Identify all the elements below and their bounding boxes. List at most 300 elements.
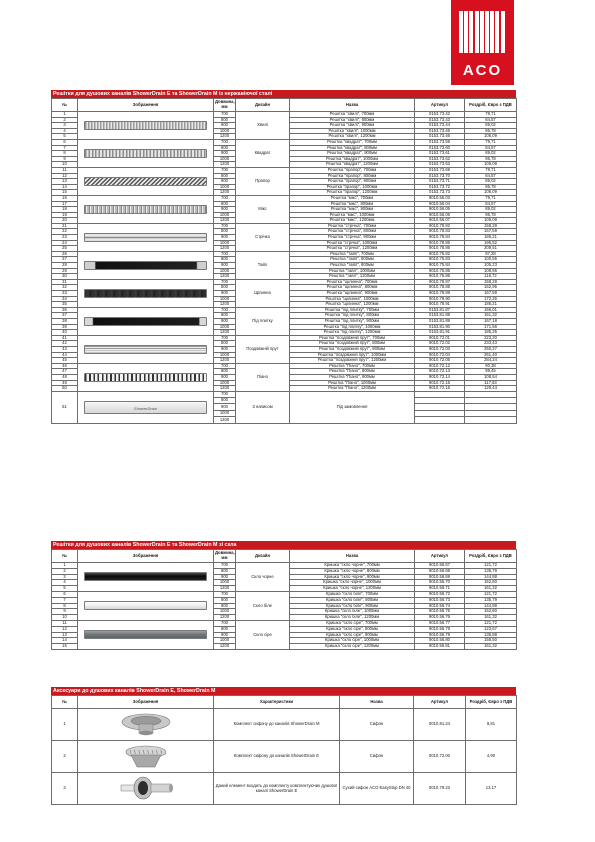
price-cell: 158,28 xyxy=(465,279,517,285)
row-number: 38 xyxy=(52,318,78,324)
name-cell: Решітка "поздовжній прут", 800мм xyxy=(290,341,415,347)
length-cell: 800 xyxy=(214,398,236,404)
length-cell: 900 xyxy=(214,207,236,213)
length-cell: 800 xyxy=(214,341,236,347)
price-cell: 95,78 xyxy=(465,128,517,134)
row-number: 16 xyxy=(52,195,78,201)
article-cell: 9010.72.04 xyxy=(415,352,465,358)
design-cell: Скло сіре xyxy=(236,620,290,649)
length-cell: 700 xyxy=(214,307,236,313)
name-cell: Решітка "поздовжній прут", 1200мм xyxy=(290,358,415,364)
row-number: 7 xyxy=(52,145,78,151)
logo-bar xyxy=(495,11,499,53)
name-cell: Решітка "мікс", 800мм xyxy=(290,201,415,207)
length-cell: 800 xyxy=(214,117,236,123)
accessories-table xyxy=(51,695,517,805)
price-cell: 121,72 xyxy=(465,563,517,569)
length-cell: 900 xyxy=(214,346,236,352)
design-cell: Прапор xyxy=(236,167,290,195)
row-number: 30 xyxy=(52,274,78,280)
length-cell: 700 xyxy=(214,279,236,285)
table-row xyxy=(52,167,517,173)
article-cell: 0153.73.43 xyxy=(415,117,465,123)
price-cell: 108,54 xyxy=(465,374,517,380)
price-cell: 79,71 xyxy=(465,139,517,145)
price-cell: 84,57 xyxy=(465,173,517,179)
article-cell: 9010.56.69 xyxy=(415,574,465,580)
price-cell: 161,32 xyxy=(465,586,517,592)
price-cell: 209,51 xyxy=(465,246,517,252)
article-cell: 9010.78.89 xyxy=(415,291,465,297)
length-cell: 700 xyxy=(214,223,236,229)
article-cell: 9010.78.90 xyxy=(415,296,465,302)
length-cell: 800 xyxy=(214,597,236,603)
length-cell: 1200 xyxy=(214,246,236,252)
row-number: 8 xyxy=(52,151,78,157)
length-cell: 1000 xyxy=(214,324,236,330)
price-cell: 9,81 xyxy=(466,709,517,741)
grate-piano-icon xyxy=(84,373,208,382)
row-number: 24 xyxy=(52,240,78,246)
accessories-section xyxy=(51,687,516,805)
name-cell: Решітка "квадрат", 1200мм xyxy=(290,162,415,168)
row-number: 29 xyxy=(52,268,78,274)
row-number: 44 xyxy=(52,352,78,358)
price-cell: 129,44 xyxy=(465,386,517,392)
price-cell: 152,60 xyxy=(465,580,517,586)
article-cell: 0153.73.61 xyxy=(415,151,465,157)
name-cell: Решітка "Піано", 800мм xyxy=(290,369,415,375)
article-cell: 9010.56.72 xyxy=(415,591,465,597)
price-cell: 152,60 xyxy=(465,609,517,615)
table-row xyxy=(52,709,517,741)
column-header: Дизайн xyxy=(236,550,290,563)
article-cell: 9010.72.15 xyxy=(415,380,465,386)
logo-bar xyxy=(480,11,484,53)
row-number: 11 xyxy=(52,167,78,173)
logo-bar xyxy=(469,11,473,53)
column-header: № xyxy=(52,550,78,563)
product-image-cell xyxy=(78,139,214,167)
name-cell: Решітка "мікс", 1200мм xyxy=(290,218,415,224)
length-cell: 900 xyxy=(214,291,236,297)
length-cell: 800 xyxy=(214,145,236,151)
logo-bar xyxy=(490,11,494,53)
design-cell: Хвилі xyxy=(236,112,290,140)
grate-wave-icon xyxy=(84,121,208,130)
table-row xyxy=(52,591,517,597)
row-number: 36 xyxy=(52,307,78,313)
price-cell: 106,09 xyxy=(465,162,517,168)
name-cell: Решітка "хвилі", 800мм xyxy=(290,117,415,123)
row-number: 13 xyxy=(52,179,78,185)
length-cell: 1000 xyxy=(214,638,236,644)
name-cell: Решітка "під плитку", 1200мм xyxy=(290,330,415,336)
spec-cell: Даний елемент входить до комплекту комплектуючих душової каналі ShowerDrain E xyxy=(214,773,340,805)
article-cell: 9010.56.78 xyxy=(415,626,465,632)
row-number: 43 xyxy=(52,346,78,352)
article-cell: 9010.78.85 xyxy=(415,240,465,246)
article-cell: 0153.73.72 xyxy=(415,184,465,190)
grate-logo-icon: ShowerDrain xyxy=(84,401,208,414)
length-cell: 1000 xyxy=(214,296,236,302)
name-cell: Решітка "стрічка", 900мм xyxy=(290,235,415,241)
table-row xyxy=(52,335,517,341)
article-cell: 0153.73.73 xyxy=(415,190,465,196)
name-cell: Решітка "щілинна", 900мм xyxy=(290,291,415,297)
article-cell: 9010.78.91 xyxy=(415,302,465,308)
article-cell: 9010.56.76 xyxy=(415,615,465,621)
article-cell: 0153.81.91 xyxy=(415,330,465,336)
grate-lines-icon xyxy=(84,345,208,354)
name-cell: Решітка "тайл", 1200мм xyxy=(290,274,415,280)
name-cell: Кришка "скло сіре", 1200мм xyxy=(290,644,415,650)
row-number: 27 xyxy=(52,257,78,263)
article-cell: 0010.81.24 xyxy=(414,709,466,741)
name-cell: Решітка "тайл", 700мм xyxy=(290,251,415,257)
row-number: 4 xyxy=(52,128,78,134)
product-image-cell xyxy=(78,773,214,805)
product-image-cell xyxy=(78,620,214,649)
price-cell: 135,79 xyxy=(465,568,517,574)
price-cell: 84,57 xyxy=(465,145,517,151)
article-cell: 9010.56.73 xyxy=(415,597,465,603)
steel-grates-title: Решітки для душових каналів ShowerDrain E та ShowerDrain M із нержавіючої сталі xyxy=(51,90,516,98)
name-cell: Решітка "поздовжній прут", 900мм xyxy=(290,346,415,352)
price-cell: 161,32 xyxy=(465,313,517,319)
row-number: 10 xyxy=(52,615,78,621)
drain-body-icon xyxy=(113,710,179,738)
row-number: 31 xyxy=(52,279,78,285)
grate-glass-white-icon xyxy=(84,601,208,610)
row-number: 9 xyxy=(52,156,78,162)
length-cell: 800 xyxy=(214,313,236,319)
name-cell: Кришка "скло чорне", 800мм xyxy=(290,568,415,574)
product-image-cell xyxy=(78,741,214,773)
logo-bar xyxy=(464,11,468,53)
article-cell: 9010.56.04 xyxy=(415,201,465,207)
product-image-cell xyxy=(78,251,214,279)
length-cell: 900 xyxy=(214,632,236,638)
row-number: 47 xyxy=(52,369,78,375)
name-cell: Решітка "стрічка", 800мм xyxy=(290,229,415,235)
name-cell: Решітка "під плитку", 900мм xyxy=(290,318,415,324)
length-cell: 1000 xyxy=(214,156,236,162)
price-cell: 90,38 xyxy=(465,363,517,369)
row-number: 25 xyxy=(52,246,78,252)
article-cell: 9010.56.68 xyxy=(415,568,465,574)
article-cell: 9010.78.82 xyxy=(415,223,465,229)
name-cell: Решітка "щілинна", 800мм xyxy=(290,285,415,291)
name-cell: Решітка "прапор", 900мм xyxy=(290,179,415,185)
price-cell: 118,72 xyxy=(465,274,517,280)
row-number: 6 xyxy=(52,591,78,597)
length-cell: 1000 xyxy=(214,352,236,358)
article-cell: 0153.73.42 xyxy=(415,112,465,118)
row-number: 22 xyxy=(52,229,78,235)
price-cell: 89,02 xyxy=(465,151,517,157)
column-header: № xyxy=(52,696,78,709)
price-cell: 95,78 xyxy=(465,156,517,162)
table-row xyxy=(52,223,517,229)
aco-logo xyxy=(451,0,514,85)
grate-stone-icon xyxy=(84,289,208,298)
row-number: 10 xyxy=(52,162,78,168)
name-cell: Решітка "стрічка", 1000мм xyxy=(290,240,415,246)
length-cell: 1000 xyxy=(214,268,236,274)
row-number: 4 xyxy=(52,580,78,586)
article-cell: 9010.56.05 xyxy=(415,207,465,213)
design-cell: Квадрат xyxy=(236,139,290,167)
price-cell: 167,18 xyxy=(465,318,517,324)
length-cell: 1000 xyxy=(214,212,236,218)
name-cell: Кришка "скло сіре", 700мм xyxy=(290,620,415,626)
product-image-cell xyxy=(78,195,214,223)
length-cell: 900 xyxy=(214,374,236,380)
article-cell: 9010.56.77 xyxy=(415,620,465,626)
name-cell: Кришка "скло сіре", 800мм xyxy=(290,626,415,632)
length-cell: 1000 xyxy=(214,580,236,586)
price-cell: 84,57 xyxy=(465,201,517,207)
price-cell: 95,78 xyxy=(465,184,517,190)
article-cell: 9010.56.74 xyxy=(415,603,465,609)
row-number: 12 xyxy=(52,173,78,179)
row-number: 13 xyxy=(52,632,78,638)
length-cell: 1200 xyxy=(214,302,236,308)
length-cell: 700 xyxy=(214,563,236,569)
length-cell: 1200 xyxy=(214,134,236,140)
price-cell: 99,45 xyxy=(465,369,517,375)
product-image-cell xyxy=(78,307,214,335)
length-cell: 800 xyxy=(214,173,236,179)
article-cell: 9010.78.86 xyxy=(415,246,465,252)
price-cell: 144,88 xyxy=(465,574,517,580)
column-header: Артикул xyxy=(415,99,465,112)
column-header: Назва xyxy=(290,99,415,112)
column-header: Назва xyxy=(340,696,414,709)
article-cell: 9010.56.70 xyxy=(415,580,465,586)
spec-cell: Комплект сифону до каналів ShowerDrain M xyxy=(214,709,340,741)
column-header: Довжина, мм xyxy=(214,99,236,112)
name-cell: Кришка "скло біле", 800мм xyxy=(290,597,415,603)
column-header: Зображення xyxy=(78,550,214,563)
table-row xyxy=(52,563,517,569)
price-cell: 223,20 xyxy=(465,335,517,341)
price-cell: 261,40 xyxy=(465,352,517,358)
name-cell: Решітка "мікс", 1000мм xyxy=(290,212,415,218)
accessories-header xyxy=(52,696,517,709)
column-header: Характеристики xyxy=(214,696,340,709)
product-image-cell xyxy=(78,563,214,592)
article-cell: 0153.73.71 xyxy=(415,179,465,185)
name-cell: Кришка "скло біле", 1200мм xyxy=(290,615,415,621)
length-cell: 700 xyxy=(214,620,236,626)
price-cell: 167,59 xyxy=(465,229,517,235)
steel-grates-section xyxy=(51,90,516,424)
length-cell: 1000 xyxy=(214,410,236,416)
name-cell: Решітка "щілинна", 1200мм xyxy=(290,302,415,308)
grate-tile-icon xyxy=(84,261,208,270)
length-cell: 800 xyxy=(214,285,236,291)
glass-grates-table xyxy=(51,549,517,650)
price-cell: 185,35 xyxy=(465,330,517,336)
length-cell: 700 xyxy=(214,195,236,201)
name-cell: Решітка "тайл", 900мм xyxy=(290,263,415,269)
article-cell: 9010.76.86 xyxy=(415,274,465,280)
row-number: 5 xyxy=(52,586,78,592)
glass-grates-header xyxy=(52,550,517,563)
row-number: 35 xyxy=(52,302,78,308)
name-cell: Решітка "тайл", 800мм xyxy=(290,257,415,263)
name-cell: Решітка "поздовжній прут", 700мм xyxy=(290,335,415,341)
row-number: 26 xyxy=(52,251,78,257)
table-row xyxy=(52,307,517,313)
name-cell: Решітка "Піано", 1000мм xyxy=(290,380,415,386)
table-row xyxy=(52,139,517,145)
name-cell: Решітка "хвилі", 900мм xyxy=(290,123,415,129)
price-cell: 84,57 xyxy=(465,117,517,123)
row-number: 23 xyxy=(52,235,78,241)
length-cell: 1200 xyxy=(214,615,236,621)
row-number: 28 xyxy=(52,263,78,269)
price-cell xyxy=(465,417,517,423)
column-header: № xyxy=(52,99,78,112)
article-cell: 9010.56.79 xyxy=(415,632,465,638)
article-cell: 0153.81.90 xyxy=(415,324,465,330)
name-cell: Решітка "поздовжній прут", 1000мм xyxy=(290,352,415,358)
length-cell: 900 xyxy=(214,404,236,410)
design-cell: З написом xyxy=(236,391,290,423)
row-number: 49 xyxy=(52,380,78,386)
price-cell: 156,01 xyxy=(465,307,517,313)
product-image-cell xyxy=(78,112,214,140)
row-number: 50 xyxy=(52,386,78,392)
article-cell: 9010.72.12 xyxy=(415,363,465,369)
steel-grates-header xyxy=(52,99,517,112)
name-cell: Решітка "прапор", 1000мм xyxy=(290,184,415,190)
product-image-cell xyxy=(78,223,214,251)
design-cell: Тайл xyxy=(236,251,290,279)
article-cell: 9010.72.14 xyxy=(415,374,465,380)
name-cell: Решітка "мікс", 900мм xyxy=(290,207,415,213)
length-cell: 1000 xyxy=(214,240,236,246)
length-cell: 1200 xyxy=(214,586,236,592)
article-cell: 9010.56.07 xyxy=(415,218,465,224)
product-image-cell xyxy=(78,335,214,363)
dry-seal-icon xyxy=(113,774,179,802)
row-number: 5 xyxy=(52,134,78,140)
row-number: 45 xyxy=(52,358,78,364)
column-header: Довжина, мм xyxy=(214,550,236,563)
row-number: 3 xyxy=(52,773,78,805)
name-cell: Решітка "Піано", 1200мм xyxy=(290,386,415,392)
design-cell: Поздовжній прут xyxy=(236,335,290,363)
price-cell: 106,09 xyxy=(465,218,517,224)
column-header: Назва xyxy=(290,550,415,563)
article-cell: 9010.56.80 xyxy=(415,638,465,644)
grate-square-icon xyxy=(84,149,208,158)
article-cell: 0153.81.89 xyxy=(415,318,465,324)
price-cell: 89,02 xyxy=(465,123,517,129)
length-cell: 800 xyxy=(214,229,236,235)
length-cell: 700 xyxy=(214,363,236,369)
length-cell: 800 xyxy=(214,626,236,632)
price-cell: 108,95 xyxy=(465,268,517,274)
name-cell: Решітка "квадрат", 700мм xyxy=(290,139,415,145)
row-number: 46 xyxy=(52,363,78,369)
article-cell: 9010.72.02 xyxy=(415,341,465,347)
grate-pattern-icon xyxy=(84,177,208,186)
article-cell: 0153.81.87 xyxy=(415,307,465,313)
product-image-cell xyxy=(78,363,214,391)
article-cell: 9010.56.06 xyxy=(415,212,465,218)
name-cell: Кришка "скло чорне", 1200мм xyxy=(290,586,415,592)
accessories-title: Аксесуари до душових каналів ShowerDrain E, ShowerDrain M xyxy=(51,687,516,695)
price-cell: 195,52 xyxy=(465,240,517,246)
length-cell: 700 xyxy=(214,591,236,597)
row-number: 6 xyxy=(52,139,78,145)
name-cell: Сифон xyxy=(340,709,414,741)
row-number: 9 xyxy=(52,609,78,615)
table-row xyxy=(52,741,517,773)
length-cell: 700 xyxy=(214,391,236,397)
row-number: 51 xyxy=(52,391,78,423)
row-number: 18 xyxy=(52,207,78,213)
row-number: 19 xyxy=(52,212,78,218)
price-cell: 284,24 xyxy=(465,358,517,364)
article-cell: 9010.78.88 xyxy=(415,285,465,291)
table-row xyxy=(52,363,517,369)
table-row xyxy=(52,773,517,805)
price-cell: 162,95 xyxy=(465,285,517,291)
price-cell: 4,90 xyxy=(466,741,517,773)
price-cell: 161,32 xyxy=(465,615,517,621)
row-number: 48 xyxy=(52,374,78,380)
price-cell: 121,72 xyxy=(465,620,517,626)
glass-grates-title: Решітки для душових каналів ShowerDrain E та ShowerDrain M зі скла xyxy=(51,541,516,549)
name-cell: Решітка "прапор", 1200мм xyxy=(290,190,415,196)
article-cell: 0010.79.23 xyxy=(414,773,466,805)
design-cell: Скло біле xyxy=(236,591,290,620)
length-cell: 700 xyxy=(214,112,236,118)
length-cell: 1000 xyxy=(214,609,236,615)
design-cell: Стрічка xyxy=(236,223,290,251)
name-cell: Кришка "скло біле", 1000мм xyxy=(290,609,415,615)
article-cell: 9010.72.16 xyxy=(415,386,465,392)
column-header: Дизайн xyxy=(236,99,290,112)
column-header: Роздріб, Євро з ПДВ xyxy=(466,696,517,709)
name-cell: Решітка "стрічка", 700мм xyxy=(290,223,415,229)
name-cell: Решітка "тайл", 1000мм xyxy=(290,268,415,274)
row-number: 14 xyxy=(52,184,78,190)
row-number: 21 xyxy=(52,223,78,229)
product-image-cell xyxy=(78,167,214,195)
name-cell: Решітка "щілинна", 1000мм xyxy=(290,296,415,302)
grate-glass-black-icon xyxy=(84,572,208,581)
name-cell: Решітка "квадрат", 800мм xyxy=(290,145,415,151)
row-number: 33 xyxy=(52,291,78,297)
name-cell: Кришка "скло сіре", 1000мм xyxy=(290,638,415,644)
row-number: 15 xyxy=(52,644,78,650)
grate-strip-icon xyxy=(84,233,208,242)
length-cell: 900 xyxy=(214,318,236,324)
price-cell: 89,02 xyxy=(465,207,517,213)
row-number: 39 xyxy=(52,324,78,330)
article-cell: 0153.73.69 xyxy=(415,167,465,173)
name-cell: Сифон xyxy=(340,741,414,773)
length-cell: 800 xyxy=(214,257,236,263)
price-cell: 158,50 xyxy=(465,638,517,644)
